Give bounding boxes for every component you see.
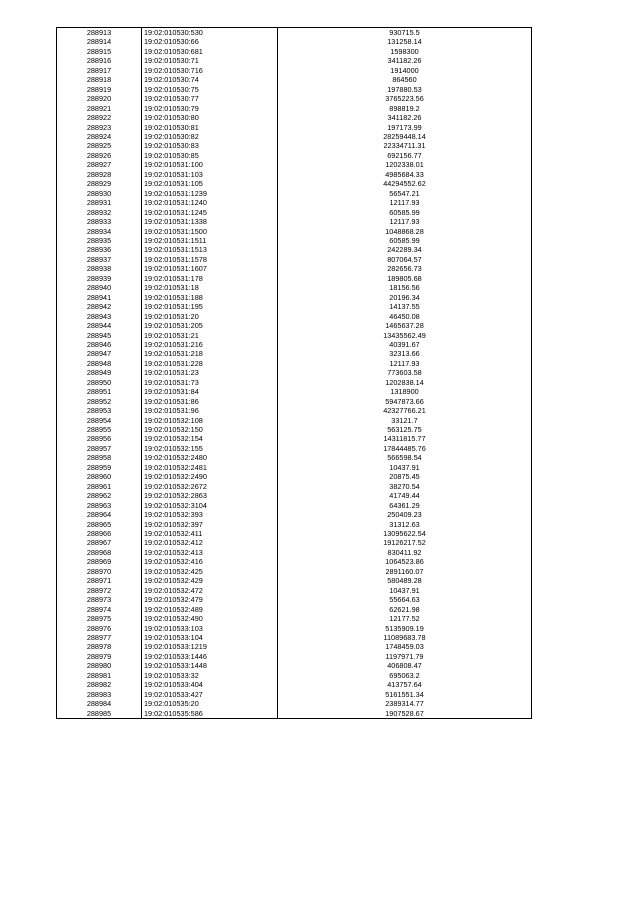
table-row [57,378,532,387]
record-id-cell: 288961 [57,482,142,491]
record-id-cell: 288966 [57,529,142,538]
value-cell: 5135909.19 [278,624,532,633]
table-row [57,141,532,150]
value-cell: 11089683.78 [278,633,532,642]
record-id-cell: 288936 [57,245,142,254]
value-cell: 197880.53 [278,85,532,94]
record-id-cell: 288932 [57,208,142,217]
table-row [57,189,532,198]
table-row [57,501,532,510]
record-id-cell: 288979 [57,652,142,661]
table-row [57,312,532,321]
cadastral-number-cell: 19:02:010531:188 [142,293,278,302]
table-row [57,397,532,406]
record-id-cell: 288969 [57,557,142,566]
table-row [57,624,532,633]
cadastral-number-cell: 19:02:010531:23 [142,368,278,377]
value-cell: 692156.77 [278,151,532,160]
value-cell: 1318900 [278,387,532,396]
table-row [57,605,532,614]
value-cell: 28259448.14 [278,132,532,141]
value-cell: 17844485.76 [278,444,532,453]
record-id-cell: 288948 [57,359,142,368]
table-row [57,47,532,56]
value-cell: 14137.55 [278,302,532,311]
value-cell: 33121.7 [278,416,532,425]
record-id-cell: 288923 [57,123,142,132]
value-cell: 341182.26 [278,113,532,122]
value-cell: 14311815.77 [278,434,532,443]
table-row [57,510,532,519]
table-row [57,434,532,443]
table-row [57,283,532,292]
table-row [57,170,532,179]
value-cell: 41749.44 [278,491,532,500]
record-id-cell: 288931 [57,198,142,207]
cadastral-number-cell: 19:02:010531:103 [142,170,278,179]
value-cell: 930715.5 [278,28,532,38]
record-id-cell: 288935 [57,236,142,245]
cadastral-number-cell: 19:02:010532:413 [142,548,278,557]
record-id-cell: 288922 [57,113,142,122]
record-id-cell: 288918 [57,75,142,84]
value-cell: 773603.58 [278,368,532,377]
value-cell: 31312.63 [278,520,532,529]
table-row [57,529,532,538]
table-row [57,416,532,425]
record-id-cell: 288957 [57,444,142,453]
table-row [57,274,532,283]
record-id-cell: 288941 [57,293,142,302]
record-id-cell: 288938 [57,264,142,273]
cadastral-number-cell: 19:02:010531:1245 [142,208,278,217]
cadastral-number-cell: 19:02:010530:83 [142,141,278,150]
table-row [57,113,532,122]
value-cell: 341182.26 [278,56,532,65]
table-row [57,349,532,358]
table-row [57,264,532,273]
record-id-cell: 288967 [57,538,142,547]
table-row [57,104,532,113]
record-id-cell: 288965 [57,520,142,529]
record-id-cell: 288933 [57,217,142,226]
cadastral-number-cell: 19:02:010532:108 [142,416,278,425]
record-id-cell: 288947 [57,349,142,358]
cadastral-number-cell: 19:02:010531:1578 [142,255,278,264]
cadastral-number-cell: 19:02:010535:20 [142,699,278,708]
value-cell: 12177.52 [278,614,532,623]
data-table-body [57,28,532,719]
table-row [57,548,532,557]
record-id-cell: 288976 [57,624,142,633]
cadastral-number-cell: 19:02:010533:427 [142,690,278,699]
record-id-cell: 288943 [57,312,142,321]
record-id-cell: 288920 [57,94,142,103]
cadastral-number-cell: 19:02:010532:3104 [142,501,278,510]
record-id-cell: 288940 [57,283,142,292]
cadastral-number-cell: 19:02:010531:18 [142,283,278,292]
value-cell: 20875.45 [278,472,532,481]
cadastral-number-cell: 19:02:010533:32 [142,671,278,680]
table-row [57,75,532,84]
record-id-cell: 288917 [57,66,142,75]
cadastral-number-cell: 19:02:010531:1239 [142,189,278,198]
table-row [57,227,532,236]
record-id-cell: 288934 [57,227,142,236]
cadastral-number-cell: 19:02:010532:2490 [142,472,278,481]
cadastral-number-cell: 19:02:010531:20 [142,312,278,321]
value-cell: 2389314.77 [278,699,532,708]
cadastral-number-cell: 19:02:010532:472 [142,586,278,595]
cadastral-number-cell: 19:02:010533:1219 [142,642,278,651]
cadastral-number-cell: 19:02:010531:178 [142,274,278,283]
table-row [57,661,532,670]
record-id-cell: 288970 [57,567,142,576]
value-cell: 22334711.31 [278,141,532,150]
cadastral-number-cell: 19:02:010530:85 [142,151,278,160]
cadastral-number-cell: 19:02:010532:412 [142,538,278,547]
value-cell: 12117.93 [278,217,532,226]
record-id-cell: 288926 [57,151,142,160]
record-id-cell: 288919 [57,85,142,94]
record-id-cell: 288927 [57,160,142,169]
record-id-cell: 288968 [57,548,142,557]
value-cell: 1048868.28 [278,227,532,236]
cadastral-number-cell: 19:02:010533:404 [142,680,278,689]
table-row [57,406,532,415]
cadastral-number-cell: 19:02:010531:1338 [142,217,278,226]
record-id-cell: 288915 [57,47,142,56]
value-cell: 695063.2 [278,671,532,680]
cadastral-number-cell: 19:02:010530:77 [142,94,278,103]
cadastral-number-cell: 19:02:010530:716 [142,66,278,75]
value-cell: 566598.54 [278,453,532,462]
record-id-cell: 288984 [57,699,142,708]
record-id-cell: 288945 [57,331,142,340]
table-row [57,37,532,46]
table-row [57,236,532,245]
cadastral-number-cell: 19:02:010533:1448 [142,661,278,670]
record-id-cell: 288925 [57,141,142,150]
record-id-cell: 288913 [57,28,142,38]
cadastral-number-cell: 19:02:010530:66 [142,37,278,46]
record-id-cell: 288962 [57,491,142,500]
value-cell: 197173.99 [278,123,532,132]
cadastral-number-cell: 19:02:010532:2480 [142,453,278,462]
cadastral-number-cell: 19:02:010532:397 [142,520,278,529]
cadastral-number-cell: 19:02:010530:681 [142,47,278,56]
record-id-cell: 288983 [57,690,142,699]
value-cell: 10437.91 [278,463,532,472]
table-row [57,340,532,349]
record-id-cell: 288953 [57,406,142,415]
value-cell: 3765223.56 [278,94,532,103]
value-cell: 1907528.67 [278,709,532,719]
table-row [57,595,532,604]
record-id-cell: 288964 [57,510,142,519]
table-row [57,359,532,368]
value-cell: 413757.64 [278,680,532,689]
value-cell: 2891160.07 [278,567,532,576]
record-id-cell: 288944 [57,321,142,330]
value-cell: 830411.92 [278,548,532,557]
record-id-cell: 288951 [57,387,142,396]
cadastral-number-cell: 19:02:010530:71 [142,56,278,65]
data-table [56,27,532,719]
value-cell: 19126217.52 [278,538,532,547]
value-cell: 13435562.49 [278,331,532,340]
cadastral-number-cell: 19:02:010532:425 [142,567,278,576]
table-row [57,652,532,661]
table-row [57,453,532,462]
table-row [57,567,532,576]
value-cell: 580489.28 [278,576,532,585]
cadastral-number-cell: 19:02:010532:2481 [142,463,278,472]
table-row [57,368,532,377]
table-row [57,28,532,38]
record-id-cell: 288963 [57,501,142,510]
record-id-cell: 288928 [57,170,142,179]
value-cell: 12117.93 [278,359,532,368]
cadastral-number-cell: 19:02:010531:73 [142,378,278,387]
table-row [57,179,532,188]
record-id-cell: 288954 [57,416,142,425]
value-cell: 38270.54 [278,482,532,491]
value-cell: 1748459.03 [278,642,532,651]
cadastral-number-cell: 19:02:010532:2672 [142,482,278,491]
cadastral-number-cell: 19:02:010532:150 [142,425,278,434]
cadastral-number-cell: 19:02:010531:21 [142,331,278,340]
table-row [57,614,532,623]
cadastral-number-cell: 19:02:010531:84 [142,387,278,396]
cadastral-number-cell: 19:02:010532:490 [142,614,278,623]
table-row [57,66,532,75]
value-cell: 563125.75 [278,425,532,434]
value-cell: 131258.14 [278,37,532,46]
record-id-cell: 288975 [57,614,142,623]
cadastral-number-cell: 19:02:010531:1511 [142,236,278,245]
cadastral-number-cell: 19:02:010531:1513 [142,245,278,254]
record-id-cell: 288955 [57,425,142,434]
value-cell: 55664.63 [278,595,532,604]
table-row [57,331,532,340]
value-cell: 898819.2 [278,104,532,113]
table-row [57,255,532,264]
cadastral-number-cell: 19:02:010531:100 [142,160,278,169]
table-row [57,321,532,330]
record-id-cell: 288950 [57,378,142,387]
table-row [57,491,532,500]
table-row [57,94,532,103]
value-cell: 56547.21 [278,189,532,198]
cadastral-number-cell: 19:02:010531:86 [142,397,278,406]
record-id-cell: 288958 [57,453,142,462]
table-row [57,557,532,566]
record-id-cell: 288974 [57,605,142,614]
value-cell: 12117.93 [278,198,532,207]
record-id-cell: 288985 [57,709,142,719]
record-id-cell: 288921 [57,104,142,113]
cadastral-number-cell: 19:02:010532:429 [142,576,278,585]
table-row [57,132,532,141]
table-row [57,671,532,680]
cadastral-number-cell: 19:02:010532:416 [142,557,278,566]
cadastral-number-cell: 19:02:010533:103 [142,624,278,633]
record-id-cell: 288959 [57,463,142,472]
record-id-cell: 288982 [57,680,142,689]
value-cell: 32313.66 [278,349,532,358]
table-row [57,482,532,491]
table-row [57,538,532,547]
table-row [57,123,532,132]
value-cell: 42327766.21 [278,406,532,415]
value-cell: 250409.23 [278,510,532,519]
value-cell: 20196.34 [278,293,532,302]
value-cell: 13095622.54 [278,529,532,538]
cadastral-number-cell: 19:02:010530:79 [142,104,278,113]
cadastral-number-cell: 19:02:010531:1240 [142,198,278,207]
value-cell: 1064523.86 [278,557,532,566]
table-row [57,690,532,699]
cadastral-number-cell: 19:02:010531:195 [142,302,278,311]
value-cell: 864560 [278,75,532,84]
table-row [57,217,532,226]
cadastral-number-cell: 19:02:010530:80 [142,113,278,122]
table-row [57,56,532,65]
table-row [57,425,532,434]
table-row [57,463,532,472]
value-cell: 44294552.62 [278,179,532,188]
record-id-cell: 288956 [57,434,142,443]
cadastral-number-cell: 19:02:010532:393 [142,510,278,519]
table-row [57,680,532,689]
record-id-cell: 288971 [57,576,142,585]
table-row [57,302,532,311]
cadastral-number-cell: 19:02:010531:205 [142,321,278,330]
value-cell: 1202838.14 [278,378,532,387]
value-cell: 1465637.28 [278,321,532,330]
table-row [57,699,532,708]
record-id-cell: 288929 [57,179,142,188]
cadastral-number-cell: 19:02:010530:530 [142,28,278,38]
value-cell: 18156.56 [278,283,532,292]
table-row [57,208,532,217]
table-row [57,160,532,169]
record-id-cell: 288937 [57,255,142,264]
record-id-cell: 288952 [57,397,142,406]
record-id-cell: 288977 [57,633,142,642]
table-row [57,520,532,529]
table-row [57,576,532,585]
record-id-cell: 288980 [57,661,142,670]
record-id-cell: 288960 [57,472,142,481]
table-row [57,642,532,651]
value-cell: 60585.99 [278,208,532,217]
cadastral-number-cell: 19:02:010533:1446 [142,652,278,661]
cadastral-number-cell: 19:02:010532:154 [142,434,278,443]
value-cell: 5947873.66 [278,397,532,406]
record-id-cell: 288924 [57,132,142,141]
cadastral-number-cell: 19:02:010530:82 [142,132,278,141]
value-cell: 4985684.33 [278,170,532,179]
record-id-cell: 288973 [57,595,142,604]
cadastral-number-cell: 19:02:010533:104 [142,633,278,642]
value-cell: 40391.67 [278,340,532,349]
cadastral-number-cell: 19:02:010531:216 [142,340,278,349]
record-id-cell: 288949 [57,368,142,377]
table-row [57,709,532,719]
record-id-cell: 288946 [57,340,142,349]
table-row [57,198,532,207]
cadastral-number-cell: 19:02:010531:105 [142,179,278,188]
value-cell: 282656.73 [278,264,532,273]
cadastral-number-cell: 19:02:010531:96 [142,406,278,415]
record-id-cell: 288916 [57,56,142,65]
record-id-cell: 288942 [57,302,142,311]
value-cell: 1202338.01 [278,160,532,169]
table-row [57,633,532,642]
value-cell: 1914000 [278,66,532,75]
record-id-cell: 288939 [57,274,142,283]
table-row [57,151,532,160]
cadastral-number-cell: 19:02:010531:1607 [142,264,278,273]
record-id-cell: 288930 [57,189,142,198]
value-cell: 189805.68 [278,274,532,283]
cadastral-number-cell: 19:02:010535:586 [142,709,278,719]
table-row [57,586,532,595]
cadastral-number-cell: 19:02:010532:489 [142,605,278,614]
table-row [57,85,532,94]
cadastral-number-cell: 19:02:010531:1500 [142,227,278,236]
value-cell: 10437.91 [278,586,532,595]
record-id-cell: 288914 [57,37,142,46]
table-row [57,472,532,481]
value-cell: 60585.99 [278,236,532,245]
table-row [57,387,532,396]
cadastral-number-cell: 19:02:010530:81 [142,123,278,132]
value-cell: 62621.98 [278,605,532,614]
record-id-cell: 288981 [57,671,142,680]
record-id-cell: 288972 [57,586,142,595]
value-cell: 1598300 [278,47,532,56]
cadastral-number-cell: 19:02:010530:75 [142,85,278,94]
value-cell: 807064.57 [278,255,532,264]
table-row [57,293,532,302]
value-cell: 5161551.34 [278,690,532,699]
cadastral-number-cell: 19:02:010530:74 [142,75,278,84]
value-cell: 46450.08 [278,312,532,321]
cadastral-number-cell: 19:02:010531:228 [142,359,278,368]
cadastral-number-cell: 19:02:010532:2863 [142,491,278,500]
cadastral-number-cell: 19:02:010531:218 [142,349,278,358]
cadastral-number-cell: 19:02:010532:155 [142,444,278,453]
value-cell: 1197971.79 [278,652,532,661]
table-row [57,245,532,254]
value-cell: 242289.34 [278,245,532,254]
table-row [57,444,532,453]
record-id-cell: 288978 [57,642,142,651]
cadastral-number-cell: 19:02:010532:411 [142,529,278,538]
value-cell: 406808.47 [278,661,532,670]
value-cell: 64361.29 [278,501,532,510]
cadastral-number-cell: 19:02:010532:479 [142,595,278,604]
